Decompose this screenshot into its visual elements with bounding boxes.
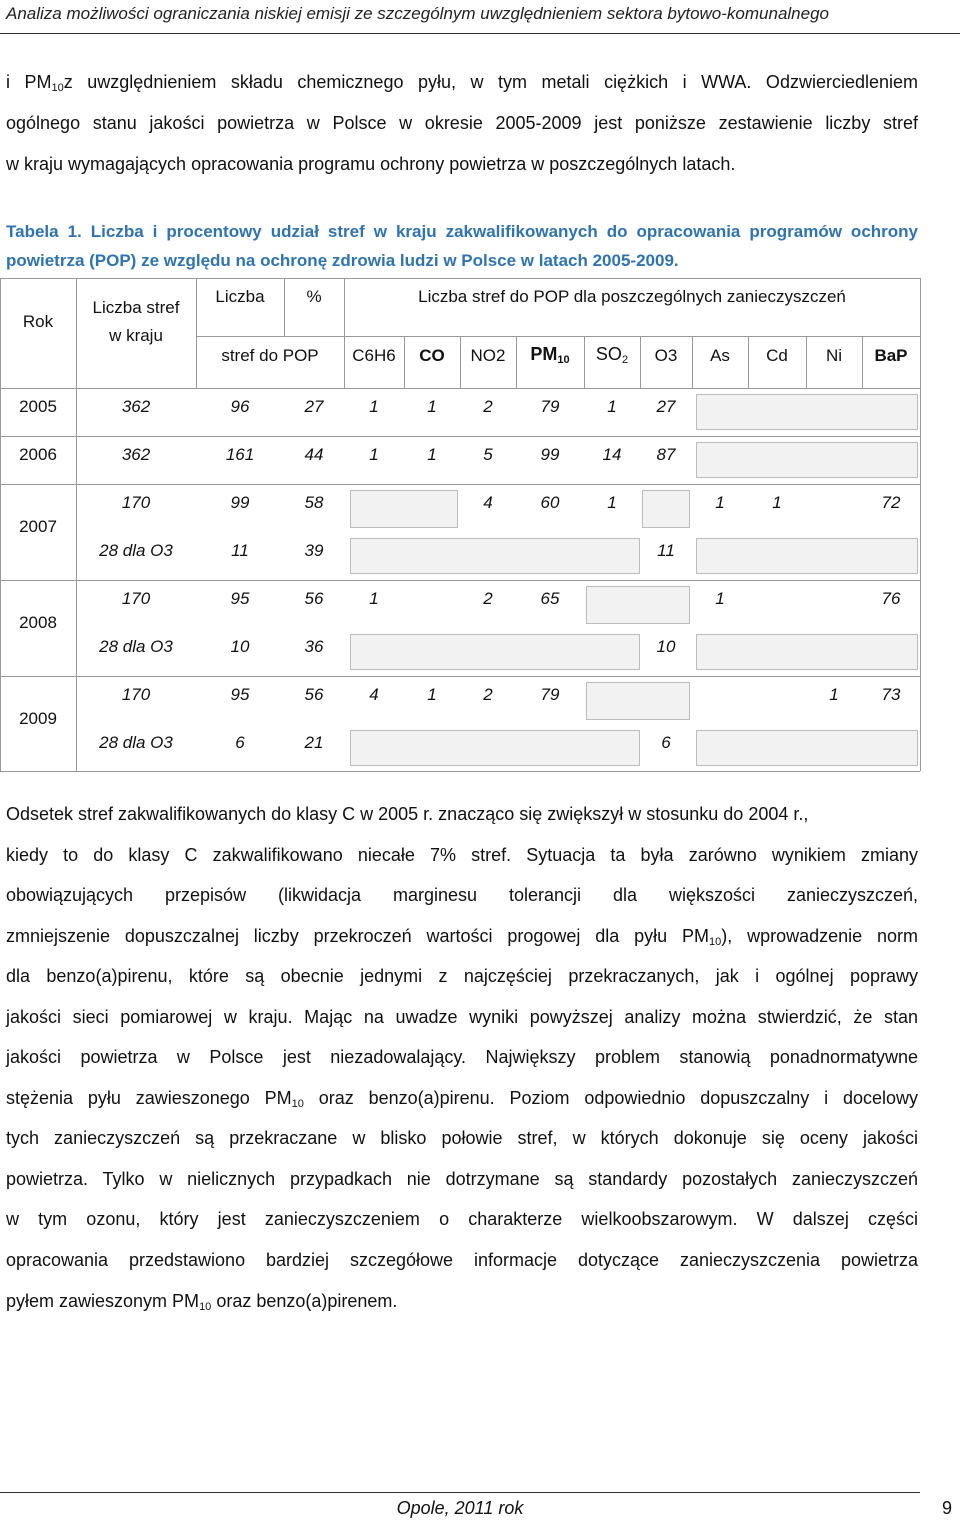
body-line: dla benzo(a)pirenu, które są obecnie jednymi z najczęściej przekraczanych, jak i ogólnej poprawy xyxy=(6,966,918,986)
table-cell: 4 xyxy=(483,493,493,512)
table-cell: 362 xyxy=(121,445,151,464)
table-cell: 58 xyxy=(304,493,324,512)
table-cell: 87 xyxy=(656,445,676,464)
table-cell: 27 xyxy=(656,397,676,416)
table-cell: 170 xyxy=(121,685,151,704)
table-cell: 28 dla O3 xyxy=(99,637,173,656)
table-cell: 10 xyxy=(656,637,676,656)
header-w-kraju: w kraju xyxy=(109,326,163,345)
body-line xyxy=(6,1088,918,1110)
data-table xyxy=(0,278,920,771)
header-no2: NO2 xyxy=(470,346,506,365)
body-line: tych zanieczyszczeń są przekraczane w blisko połowie stref, w których dokonuje się oceny jakości xyxy=(6,1128,918,1148)
body-line: w tym ozonu, który jest zanieczyszczeniem o charakterze wielkoobszarowym. W dalszej części xyxy=(6,1209,918,1229)
intro-text: z uwzględnieniem składu chemicznego pyłu, w tym metali ciężkich i WWA. Odzwierciedleniem xyxy=(63,72,918,92)
table-cell: 39 xyxy=(304,541,324,560)
pm-label: PM xyxy=(530,344,558,364)
table-cell: 2 xyxy=(483,397,493,416)
body-line: jakości powietrza w Polsce jest niezadowalający. Największy problem stanowią ponadnormatywne xyxy=(6,1047,918,1067)
table-cell: 56 xyxy=(304,589,324,608)
empty-shaded-cell xyxy=(696,634,918,670)
body-text: oraz benzo(a)pirenem. xyxy=(211,1291,398,1311)
table-cell: 2 xyxy=(483,589,493,608)
body-line xyxy=(6,926,918,948)
table-cell: 161 xyxy=(225,445,255,464)
header-liczba: Liczba xyxy=(215,287,265,306)
empty-shaded-cell xyxy=(642,490,690,528)
table-cell: 1 xyxy=(829,685,839,704)
header-ni: Ni xyxy=(825,346,843,365)
body-line: powietrza. Tylko w nielicznych przypadkach nie dotrzymane są standardy pozostałych zanieczyszczeń xyxy=(6,1169,918,1189)
table-cell: 21 xyxy=(304,733,324,752)
table-cell: 27 xyxy=(304,397,324,416)
table-cell: 2 xyxy=(483,685,493,704)
table-cell: 79 xyxy=(540,685,560,704)
empty-shaded-cell xyxy=(350,490,458,528)
subscript: 10 xyxy=(51,82,64,94)
table-cell: 1 xyxy=(369,397,379,416)
table-cell: 170 xyxy=(121,589,151,608)
body-text: oraz benzo(a)pirenu. Poziom odpowiednio dopuszczalny i docelowy xyxy=(303,1088,919,1108)
header-stref-do-pop: stref do POP xyxy=(221,346,319,365)
footer-divider xyxy=(0,1492,920,1493)
table-cell: 28 dla O3 xyxy=(99,541,173,560)
table-cell: 1 xyxy=(772,493,782,512)
body-text: pyłem zawieszonym PM xyxy=(6,1291,200,1311)
table-cell: 1 xyxy=(607,397,617,416)
table-cell: 2007 xyxy=(19,517,57,536)
table-cell: 1 xyxy=(427,397,437,416)
header-o3: O3 xyxy=(654,346,678,365)
header-divider xyxy=(0,33,960,34)
body-line: kiedy to do klasy C zakwalifikowano niecałe 7% stref. Sytuacja ta była zarówno wynikiem zmiany xyxy=(6,845,918,865)
table-cell: 56 xyxy=(304,685,324,704)
table-cell: 11 xyxy=(231,541,249,560)
table-cell: 65 xyxy=(540,589,560,608)
table-cell: 60 xyxy=(540,493,560,512)
table-cell: 1 xyxy=(715,589,725,608)
table-cell: 1 xyxy=(369,445,379,464)
subscript: 10 xyxy=(557,354,570,366)
table-cell: 44 xyxy=(304,445,324,464)
table-cell: 76 xyxy=(881,589,901,608)
subscript: 10 xyxy=(291,1098,304,1110)
empty-shaded-cell xyxy=(350,634,640,670)
header-pollutant-group: Liczba stref do POP dla poszczególnych zanieczyszczeń xyxy=(418,287,846,306)
so-label: SO xyxy=(595,344,622,364)
header-so2 xyxy=(584,344,640,366)
header-c6h6: C6H6 xyxy=(352,346,396,365)
table-cell: 1 xyxy=(427,445,437,464)
table-cell: 95 xyxy=(230,589,250,608)
header-bap: BaP xyxy=(874,346,908,365)
table-cell: 170 xyxy=(121,493,151,512)
body-line: jakości sieci pomiarowej w kraju. Mając na uwadze wyniki powyższej analizy można stwierdzić, że stan xyxy=(6,1007,918,1027)
subscript: 10 xyxy=(199,1301,212,1313)
empty-shaded-cell xyxy=(586,586,690,624)
header-rok: Rok xyxy=(22,312,54,331)
table-cell: 36 xyxy=(304,637,324,656)
table-caption-line-1: Tabela 1. Liczba i procentowy udział stref w kraju zakwalifikowanych do opracowania programów ochrony xyxy=(6,222,918,241)
table-cell: 362 xyxy=(121,397,151,416)
running-header: Analiza możliwości ograniczania niskiej emisji ze szczególnym uwzględnieniem sektora bytowo-komunalnego xyxy=(6,4,829,23)
table-cell: 14 xyxy=(602,445,622,464)
header-cd: Cd xyxy=(766,346,788,365)
empty-shaded-cell xyxy=(696,394,918,430)
intro-line-2: ogólnego stanu jakości powietrza w Polsce w okresie 2005-2009 jest poniższe zestawienie liczby stref xyxy=(6,113,918,133)
empty-shaded-cell xyxy=(586,682,690,720)
header-liczba-stref: Liczba stref xyxy=(92,298,180,317)
table-cell: 2006 xyxy=(19,445,57,464)
header-percent: % xyxy=(306,287,322,306)
body-text: stężenia pyłu zawieszonego PM xyxy=(6,1088,292,1108)
body-line: Odsetek stref zakwalifikowanych do klasy C w 2005 r. znacząco się zwiększył w stosunku do 2004 r., xyxy=(6,804,809,824)
body-line: opracowania przedstawiono bardziej szczegółowe informacje dotyczące zanieczyszczenia powietrza xyxy=(6,1250,918,1270)
table-cell: 11 xyxy=(657,541,675,560)
header-pm10 xyxy=(516,344,584,366)
subscript: 10 xyxy=(709,936,722,948)
subscript: 2 xyxy=(621,354,629,366)
table-cell: 1 xyxy=(607,493,617,512)
table-cell: 10 xyxy=(230,637,250,656)
table-cell: 95 xyxy=(230,685,250,704)
table-cell: 99 xyxy=(540,445,560,464)
body-line: obowiązujących przepisów (likwidacja marginesu tolerancji dla większości zanieczyszczeń, xyxy=(6,885,918,905)
body-text: ), wprowadzenie norm xyxy=(721,926,919,946)
table-cell: 28 dla O3 xyxy=(99,733,173,752)
table-cell: 1 xyxy=(427,685,437,704)
table-caption-line-2: powietrza (POP) ze względu na ochronę zdrowia ludzi w Polsce w latach 2005-2009. xyxy=(6,251,679,270)
table-cell: 6 xyxy=(235,733,245,752)
table-cell: 72 xyxy=(881,493,901,512)
body-line xyxy=(6,1291,397,1313)
table-cell: 2005 xyxy=(19,397,57,416)
table-cell: 1 xyxy=(369,589,379,608)
table-cell: 6 xyxy=(661,733,671,752)
table-cell: 2008 xyxy=(19,613,57,632)
empty-shaded-cell xyxy=(696,442,918,478)
footer-text: Opole, 2011 rok xyxy=(396,1498,524,1518)
table-cell: 96 xyxy=(230,397,250,416)
empty-shaded-cell xyxy=(350,730,640,766)
table-cell: 1 xyxy=(715,493,725,512)
empty-shaded-cell xyxy=(696,538,918,574)
body-text: zmniejszenie dopuszczalnej liczby przekroczeń wartości progowej dla pyłu PM xyxy=(6,926,709,946)
table-cell: 79 xyxy=(540,397,560,416)
intro-line-3: w kraju wymagających opracowania programu ochrony powietrza w poszczególnych latach. xyxy=(6,154,736,174)
header-as: As xyxy=(710,346,730,365)
intro-text: i PM xyxy=(6,72,52,92)
empty-shaded-cell xyxy=(350,538,640,574)
page-number: 9 xyxy=(941,1498,952,1518)
intro-line-1 xyxy=(6,72,918,94)
table-cell: 2009 xyxy=(19,709,57,728)
table-cell: 4 xyxy=(369,685,379,704)
table-cell: 5 xyxy=(483,445,493,464)
empty-shaded-cell xyxy=(696,730,918,766)
header-co: CO xyxy=(419,346,445,365)
table-cell: 99 xyxy=(230,493,250,512)
table-cell: 73 xyxy=(881,685,901,704)
